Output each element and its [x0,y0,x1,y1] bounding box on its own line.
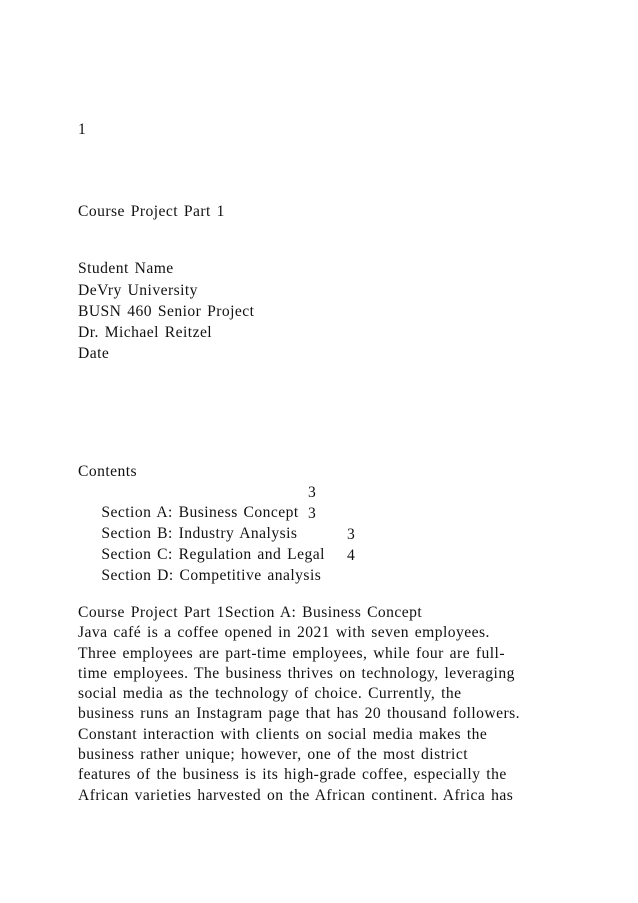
toc-entry-page: 3 [308,505,317,522]
body-line: time employees. The business thrives on technology, leveraging [78,664,515,682]
toc-entry-label: Section D: Competitive analysis [101,567,322,584]
toc-entry-page: 3 [347,526,356,543]
body-line: business runs an Instagram page that has 20 thousand followers. [78,705,521,723]
toc-entry-label: Section C: Regulation and Legal [101,546,325,563]
section-a-heading: Course Project Part 1Section A: Business Concept [78,604,423,621]
toc-entry-section-a[interactable] [78,483,378,521]
toc-entry-section-d[interactable] [78,546,378,584]
cover-date: Date [78,345,110,362]
section-a-body [78,603,568,806]
student-name: Student Name [78,260,174,277]
body-line: social media as the technology of choice. Currently, the [78,685,462,703]
document-title: Course Project Part 1 [78,203,225,220]
instructor-name: Dr. Michael Reitzel [78,324,213,341]
body-line: Java café is a coffee opened in 2021 with seven employees. [78,624,490,642]
body-line: business rather unique; however, one of the most district [78,746,468,764]
toc-entry-label: Section B: Industry Analysis [101,525,298,542]
university-name: DeVry University [78,282,198,299]
course-name: BUSN 460 Senior Project [78,303,255,320]
body-line: features of the business is its high-grade coffee, especially the [78,766,507,784]
body-line: Constant interaction with clients on social media makes the [78,725,488,743]
page-number: 1 [78,121,87,138]
toc-entry-section-c[interactable] [78,525,378,563]
body-line: Three employees are part-time employees, while four are full- [78,644,505,662]
toc-entry-section-b[interactable] [78,504,378,542]
contents-heading: Contents [78,463,138,480]
toc-entry-label: Section A: Business Concept [101,504,299,521]
toc-entry-page: 4 [347,547,356,564]
body-line: African varieties harvested on the African continent. Africa has [78,786,514,804]
toc-entry-page: 3 [308,484,317,501]
